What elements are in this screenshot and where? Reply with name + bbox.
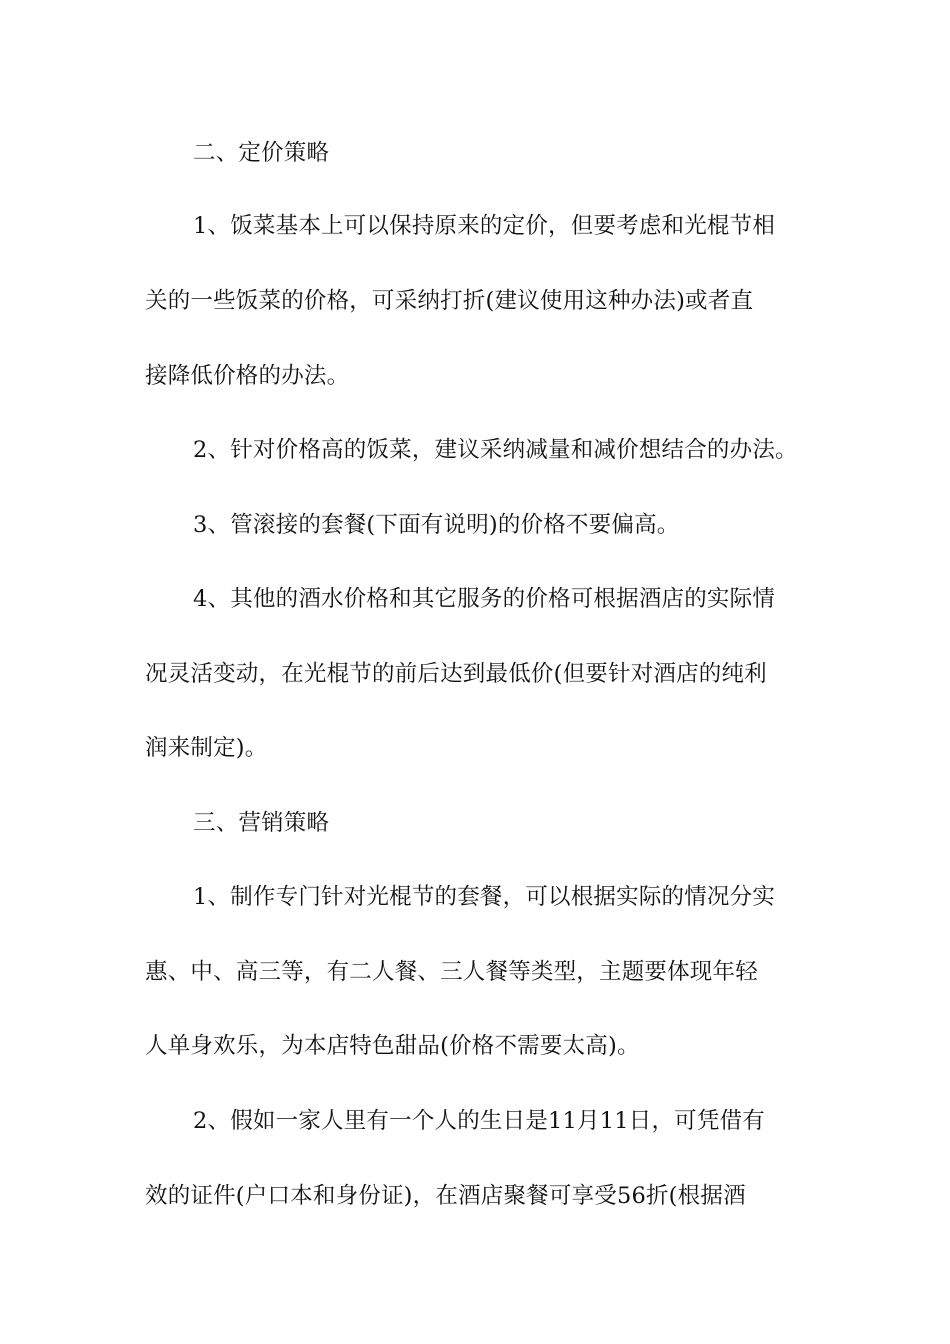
paragraph-line: 4、其他的酒水价格和其它服务的价格可根据酒店的实际情: [193, 586, 776, 612]
section-heading-pricing: 二、定价策略: [193, 140, 330, 166]
paragraph-line: 关的一些饭菜的价格，可采纳打折(建议使用这种办法)或者直: [145, 288, 754, 314]
paragraph-line: 人单身欢乐，为本店特色甜品(价格不需要太高)。: [145, 1033, 640, 1059]
paragraph-line: 2、针对价格高的饭菜，建议采纳减量和减价想结合的办法。: [193, 437, 798, 463]
paragraph-line: 润来制定)。: [145, 735, 268, 761]
paragraph-line: 况灵活变动，在光棍节的前后达到最低价(但要针对酒店的纯利: [145, 661, 767, 687]
paragraph-line: 3、管滚接的套餐(下面有说明)的价格不要偏高。: [193, 512, 680, 538]
paragraph-line: 2、假如一家人里有一个人的生日是11月11日，可凭借有: [193, 1108, 765, 1134]
paragraph-line: 1、制作专门针对光棍节的套餐，可以根据实际的情况分实: [193, 884, 776, 910]
paragraph-line: 接降低价格的办法。: [145, 363, 350, 389]
paragraph-line: 1、饭菜基本上可以保持原来的定价，但要考虑和光棍节相: [193, 213, 776, 239]
paragraph-line: 惠、中、高三等，有二人餐、三人餐等类型，主题要体现年轻: [145, 959, 758, 985]
section-heading-marketing: 三、营销策略: [193, 810, 330, 836]
paragraph-line: 效的证件(户口本和身份证)，在酒店聚餐可享受56折(根据酒: [145, 1183, 746, 1209]
